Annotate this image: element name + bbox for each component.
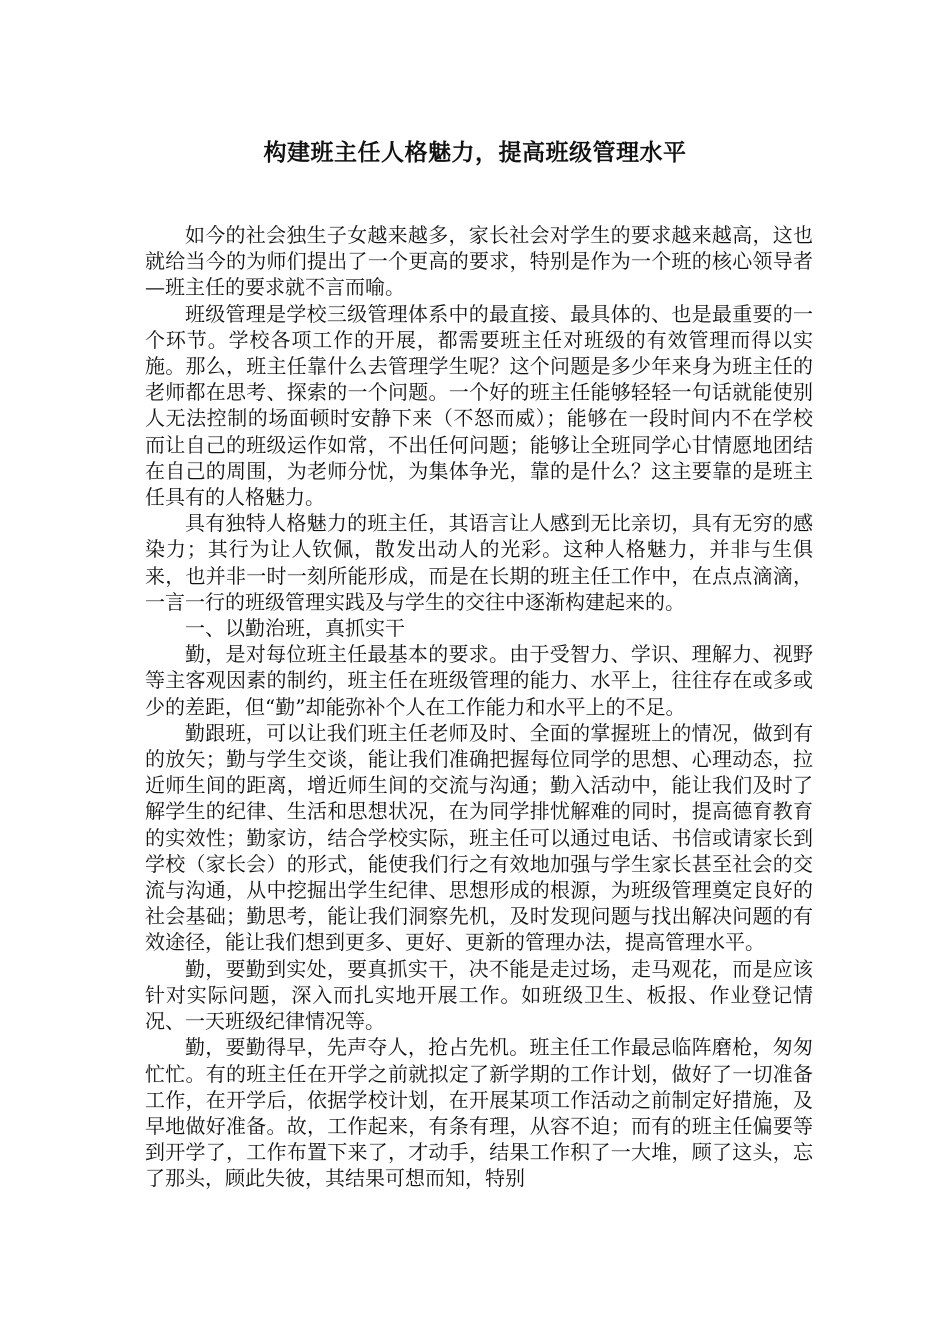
paragraph-diligence-basic: 勤，是对每位班主任最基本的要求。由于受智力、学识、理解力、视野等主客观因素的制约，班主任在班级管理的能力、水平上，往往存在或多或少的差距，但“勤”却能弥补个人在工作能力和水平上的不足。 <box>145 642 813 719</box>
document-body <box>145 222 813 1192</box>
paragraph-personality-charm: 具有独特人格魅力的班主任，其语言让人感到无比亲切，具有无穷的感染力；其行为让人钦佩，散发出动人的光彩。这种人格魅力，并非与生俱来，也并非一时一刻所能形成，而是在长期的班主任工作中，在点点滴滴，一言一行的班级管理实践及与学生的交往中逐渐构建起来的。 <box>145 511 813 614</box>
paragraph-intro: 如今的社会独生子女越来越多，家长社会对学生的要求越来越高，这也就给当今的为师们提出了一个更高的要求，特别是作为一个班的核心领导者—班主任的要求就不言而喻。 <box>145 223 813 300</box>
paragraph-diligence-methods: 勤跟班，可以让我们班主任老师及时、全面的掌握班上的情况，做到有的放矢；勤与学生交谈，能让我们准确把握每位同学的思想、心理动态，拉近师生间的距离，增近师生间的交流与沟通；勤入活动中，能让我们及时了解学生的纪律、生活和思想状况，在为同学排忧解难的同时，提高德育教育的实效性；勤家访，结合学校实际，班主任可以通过电话、书信或请家长到学校（家长会）的形式，能使我们行之有效地加强与学生家长甚至社会的交流与沟通，从中挖掘出学生纪律、思想形成的根源，为班级管理奠定良好的社会基础；勤思考，能让我们洞察先机，及时发现问题与找出解决问题的有效途径，能让我们想到更多、更好、更新的管理办法，提高管理水平。 <box>145 720 813 955</box>
section-heading-diligence: 一、以勤治班，真抓实干 <box>185 616 405 641</box>
paragraph-diligence-practical: 勤，要勤到实处，要真抓实干，决不能是走过场，走马观花，而是应该针对实际问题，深入而扎实地开展工作。如班级卫生、板报、作业登记情况、一天班级纪律情况等。 <box>145 956 813 1034</box>
paragraph-diligence-early: 勤，要勤得早，先声夺人，抢占先机。班主任工作最忌临阵磨枪，匆匆忙忙。有的班主任在开学之前就拟定了新学期的工作计划，做好了一切准备工作，在开学后，依据学校计划，在开展某项工作活动之前制定好措施，及早地做好准备。故，工作起来，有条有理，从容不迫；而有的班主任偏要等到开学了，工作布置下来了，才动手，结果工作积了一大堆，顾了这头，忘了那头，顾此失彼，其结果可想而知，特别 <box>145 1035 813 1191</box>
document-title: 构建班主任人格魅力，提高班级管理水平 <box>263 139 687 166</box>
paragraph-class-management: 班级管理是学校三级管理体系中的最直接、最具体的、也是最重要的一个环节。学校各项工作的开展，都需要班主任对班级的有效管理而得以实施。那么，班主任靠什么去管理学生呢？这个问题是多少年来身为班主任的老师都在思考、探索的一个问题。一个好的班主任能够轻轻一句话就能使别人无法控制的场面顿时安静下来（不怒而威）；能够在一段时间内不在学校而让自己的班级运作如常，不出任何问题；能够让全班同学心甘情愿地团结在自己的周围，为老师分忧，为集体争光，靠的是什么？这主要靠的是班主任具有的人格魅力。 <box>145 301 813 510</box>
